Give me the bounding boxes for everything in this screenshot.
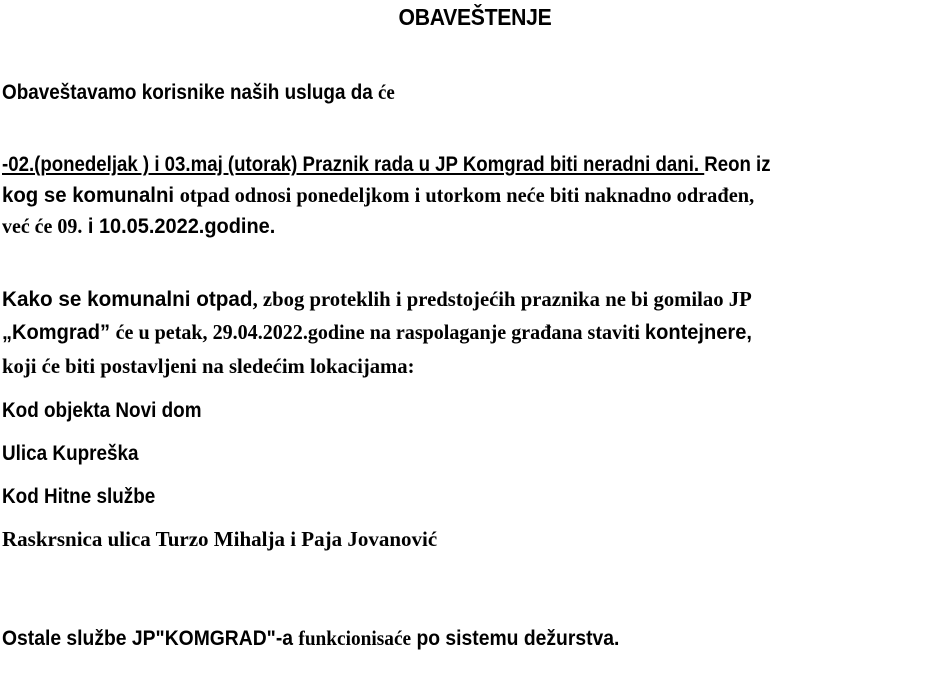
location-item: Raskrsnica ulica Turzo Mihalja i Paja Jovanović — [2, 527, 438, 551]
paragraph-2-line-3: koji će biti postavljeni na sledećim lokacijama: — [2, 354, 415, 378]
intro-line — [2, 78, 438, 107]
paragraph-1-line-3: već će 09. i 10.05.2022.godine. — [2, 214, 276, 238]
location-item: Kod Hitne službe — [2, 485, 156, 508]
location-item: Kod objekta Novi dom — [2, 399, 202, 422]
holiday-underlined-text: -02.(ponedeljak ) i 03.maj (utorak) Praznik rada u JP Komgrad biti neradni dani. — [2, 153, 705, 176]
paragraph-2-line-2: „Komgrad” će u petak, 29.04.2022.godine na raspolaganje građana staviti kontejnere, — [2, 320, 752, 344]
intro-text: Obaveštavamo korisnike naših usluga da će — [2, 80, 395, 104]
closing-line: Ostale službe JP"KOMGRAD"-a funkcionisaće po sistemu dežurstva. — [2, 626, 620, 650]
paragraph-2-line-1: Kako se komunalni otpad, zbog proteklih i predstojećih praznika ne bi gomilao JP — [2, 287, 752, 311]
paragraph-1-line-2: kog se komunalni otpad odnosi ponedeljkom i utorkom neće biti naknadno odrađen, — [2, 183, 755, 207]
paragraph-1-line-1: -02.(ponedeljak ) i 03.maj (utorak) Praznik rada u JP Komgrad biti neradni dani. Reon iz — [2, 153, 771, 176]
notice-title: OBAVEŠTENJE — [398, 4, 552, 30]
location-item: Ulica Kupreška — [2, 442, 139, 465]
